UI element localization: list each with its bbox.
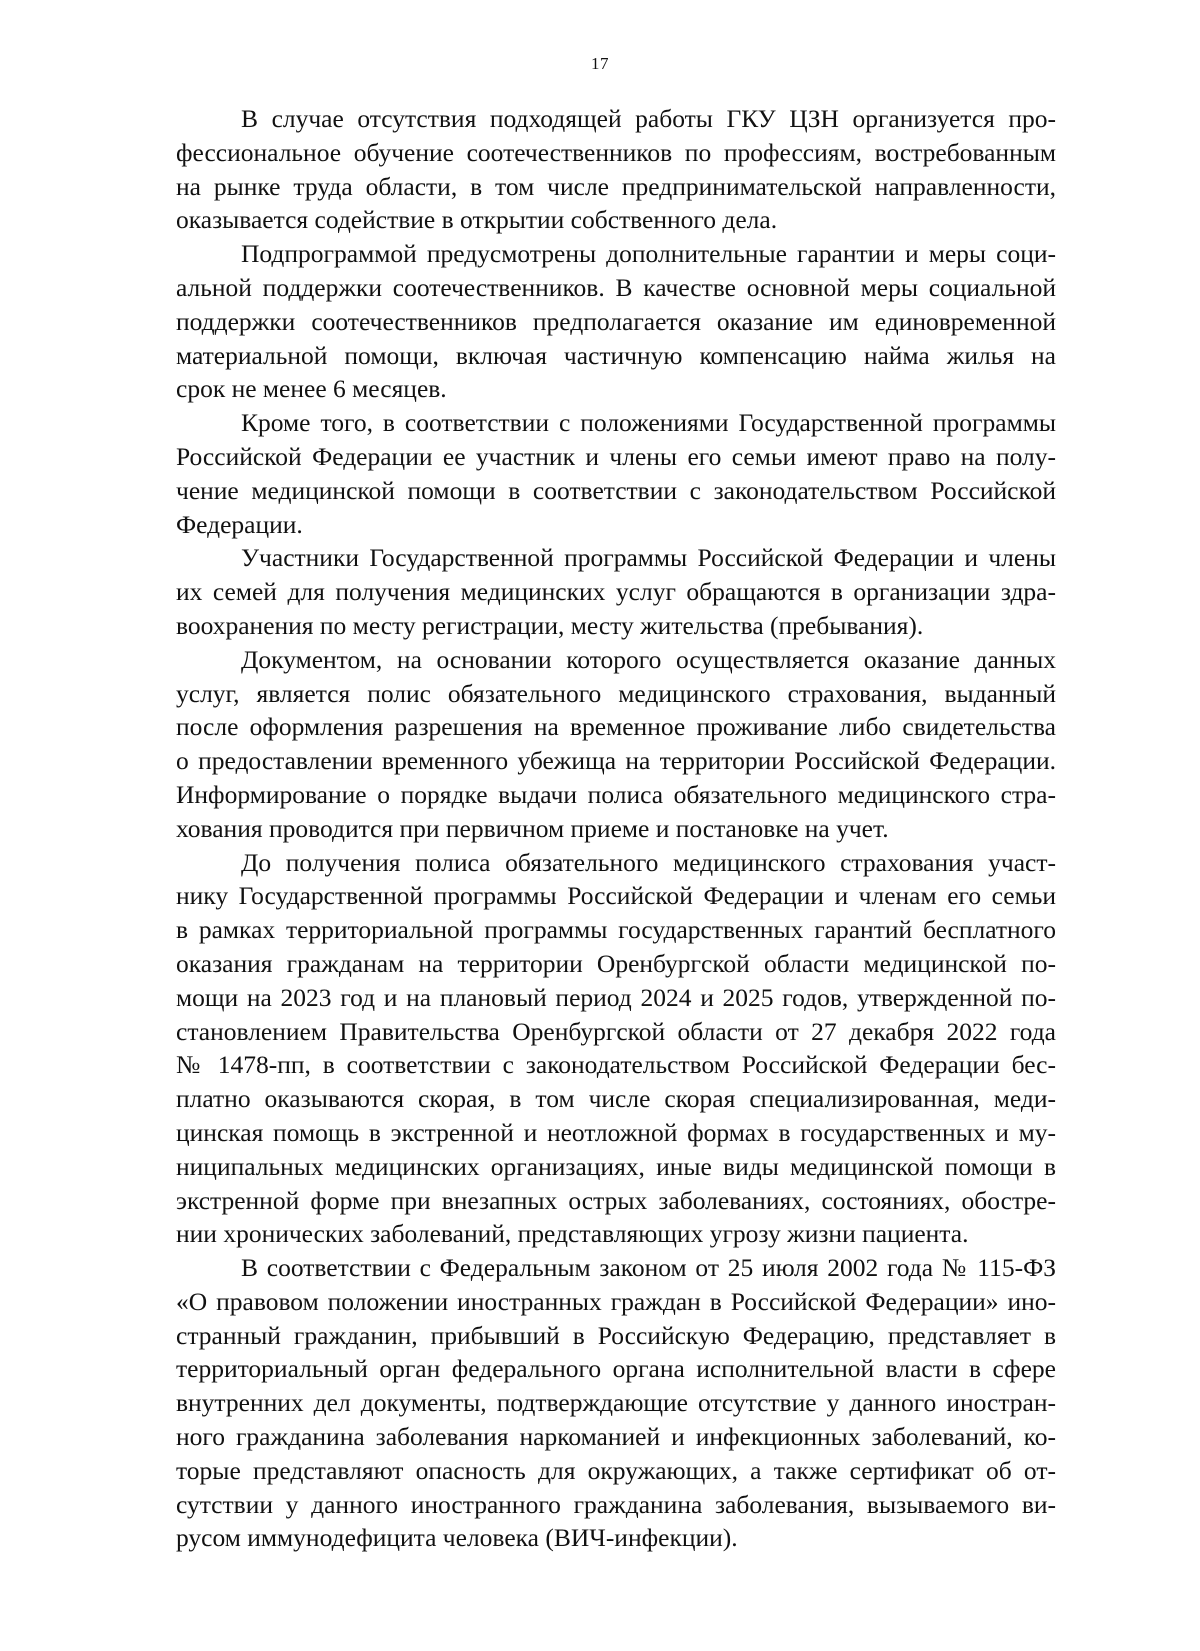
text-line: в рамках территориальной программы государственных гарантий бесплатного — [176, 915, 1056, 945]
text-line: торые представляют опасность для окружающих, а также сертификат об от- — [176, 1455, 1056, 1485]
text-line: фессиональное обучение соотечественников по профессиям, востребованным — [176, 137, 1056, 167]
text-line: Участники Государственной программы Российской Федерации и члены — [241, 543, 1056, 573]
text-line: «О правовом положении иностранных граждан в Российской Федерации» ино- — [176, 1286, 1056, 1316]
paragraph — [176, 643, 1056, 846]
text-line: мощи на 2023 год и на плановый период 2024 и 2025 годов, утвержденной по- — [176, 982, 1056, 1012]
text-line: воохранения по месту регистрации, месту жительства (пребывания). — [176, 610, 924, 640]
text-line: нии хронических заболеваний, представляющих угрозу жизни пациента. — [176, 1219, 969, 1249]
paragraph — [176, 846, 1056, 1252]
text-line: срок не менее 6 месяцев. — [176, 374, 447, 404]
text-line: платно оказываются скорая, в том числе скорая специализированная, меди- — [176, 1084, 1056, 1114]
text-line: альной поддержки соотечественников. В качестве основной меры социальной — [176, 272, 1056, 302]
text-line: материальной помощи, включая частичную компенсацию найма жилья на — [176, 340, 1056, 370]
text-line: становлением Правительства Оренбургской области от 27 декабря 2022 года — [176, 1016, 1056, 1046]
text-line: ного гражданина заболевания наркоманией и инфекционных заболеваний, ко- — [176, 1422, 1056, 1452]
text-line: внутренних дел документы, подтверждающие отсутствие у данного иностран- — [176, 1388, 1056, 1418]
body-text — [176, 102, 1056, 1555]
text-line: цинская помощь в экстренной и неотложной формах в государственных и му- — [176, 1117, 1056, 1147]
page-number: 17 — [591, 54, 609, 73]
paragraph — [176, 541, 1056, 642]
text-line: сутствии у данного иностранного гражданина заболевания, вызываемого ви- — [176, 1489, 1056, 1519]
paragraph — [176, 406, 1056, 541]
text-line: Подпрограммой предусмотрены дополнительные гарантии и меры соци- — [241, 239, 1056, 269]
text-line: Российской Федерации ее участник и члены его семьи имеют право на полу- — [176, 441, 1056, 471]
text-line: после оформления разрешения на временное проживание либо свидетельства — [176, 712, 1056, 742]
text-line: ниципальных медицинских организациях, иные виды медицинской помощи в — [176, 1151, 1056, 1181]
paragraph — [176, 1251, 1056, 1555]
text-line: услуг, является полис обязательного медицинского страхования, выданный — [176, 678, 1056, 708]
text-line: Федерации. — [176, 509, 303, 539]
text-line: русом иммунодефицита человека (ВИЧ-инфекции). — [176, 1523, 738, 1553]
text-line: чение медицинской помощи в соответствии с законодательством Российской — [176, 475, 1056, 505]
text-line: странный гражданин, прибывший в Российскую Федерацию, представляет в — [176, 1320, 1056, 1350]
text-line: на рынке труда области, в том числе предпринимательской направленности, — [176, 171, 1056, 201]
text-line: экстренной форме при внезапных острых заболеваниях, состояниях, обостре- — [176, 1185, 1056, 1215]
text-line: До получения полиса обязательного медицинского страхования участ- — [241, 847, 1056, 877]
text-line: территориальный орган федерального органа исполнительной власти в сфере — [176, 1354, 1056, 1384]
text-line: о предоставлении временного убежища на территории Российской Федерации. — [176, 746, 1056, 776]
paragraph — [176, 237, 1056, 406]
text-line: их семей для получения медицинских услуг обращаются в организации здра- — [176, 577, 1056, 607]
paragraph — [176, 102, 1056, 237]
text-line: Кроме того, в соответствии с положениями Государственной программы — [241, 408, 1056, 438]
text-line: В случае отсутствия подходящей работы ГКУ ЦЗН организуется про- — [241, 104, 1056, 133]
text-line: хования проводится при первичном приеме и постановке на учет. — [176, 813, 889, 843]
text-line: оказывается содействие в открытии собственного дела. — [176, 205, 778, 235]
text-line: № 1478-пп, в соответствии с законодательством Российской Федерации бес- — [176, 1050, 1056, 1080]
text-line: нику Государственной программы Российской Федерации и членам его семьи — [176, 881, 1056, 911]
text-line: Информирование о порядке выдачи полиса обязательного медицинского стра- — [176, 779, 1056, 809]
text-line: Документом, на основании которого осуществляется оказание данных — [241, 644, 1056, 674]
text-line: В соответствии с Федеральным законом от 25 июля 2002 года № 115-ФЗ — [241, 1253, 1056, 1283]
text-line: оказания гражданам на территории Оренбургской области медицинской по- — [176, 948, 1056, 978]
text-line: поддержки соотечественников предполагается оказание им единовременной — [176, 306, 1056, 336]
